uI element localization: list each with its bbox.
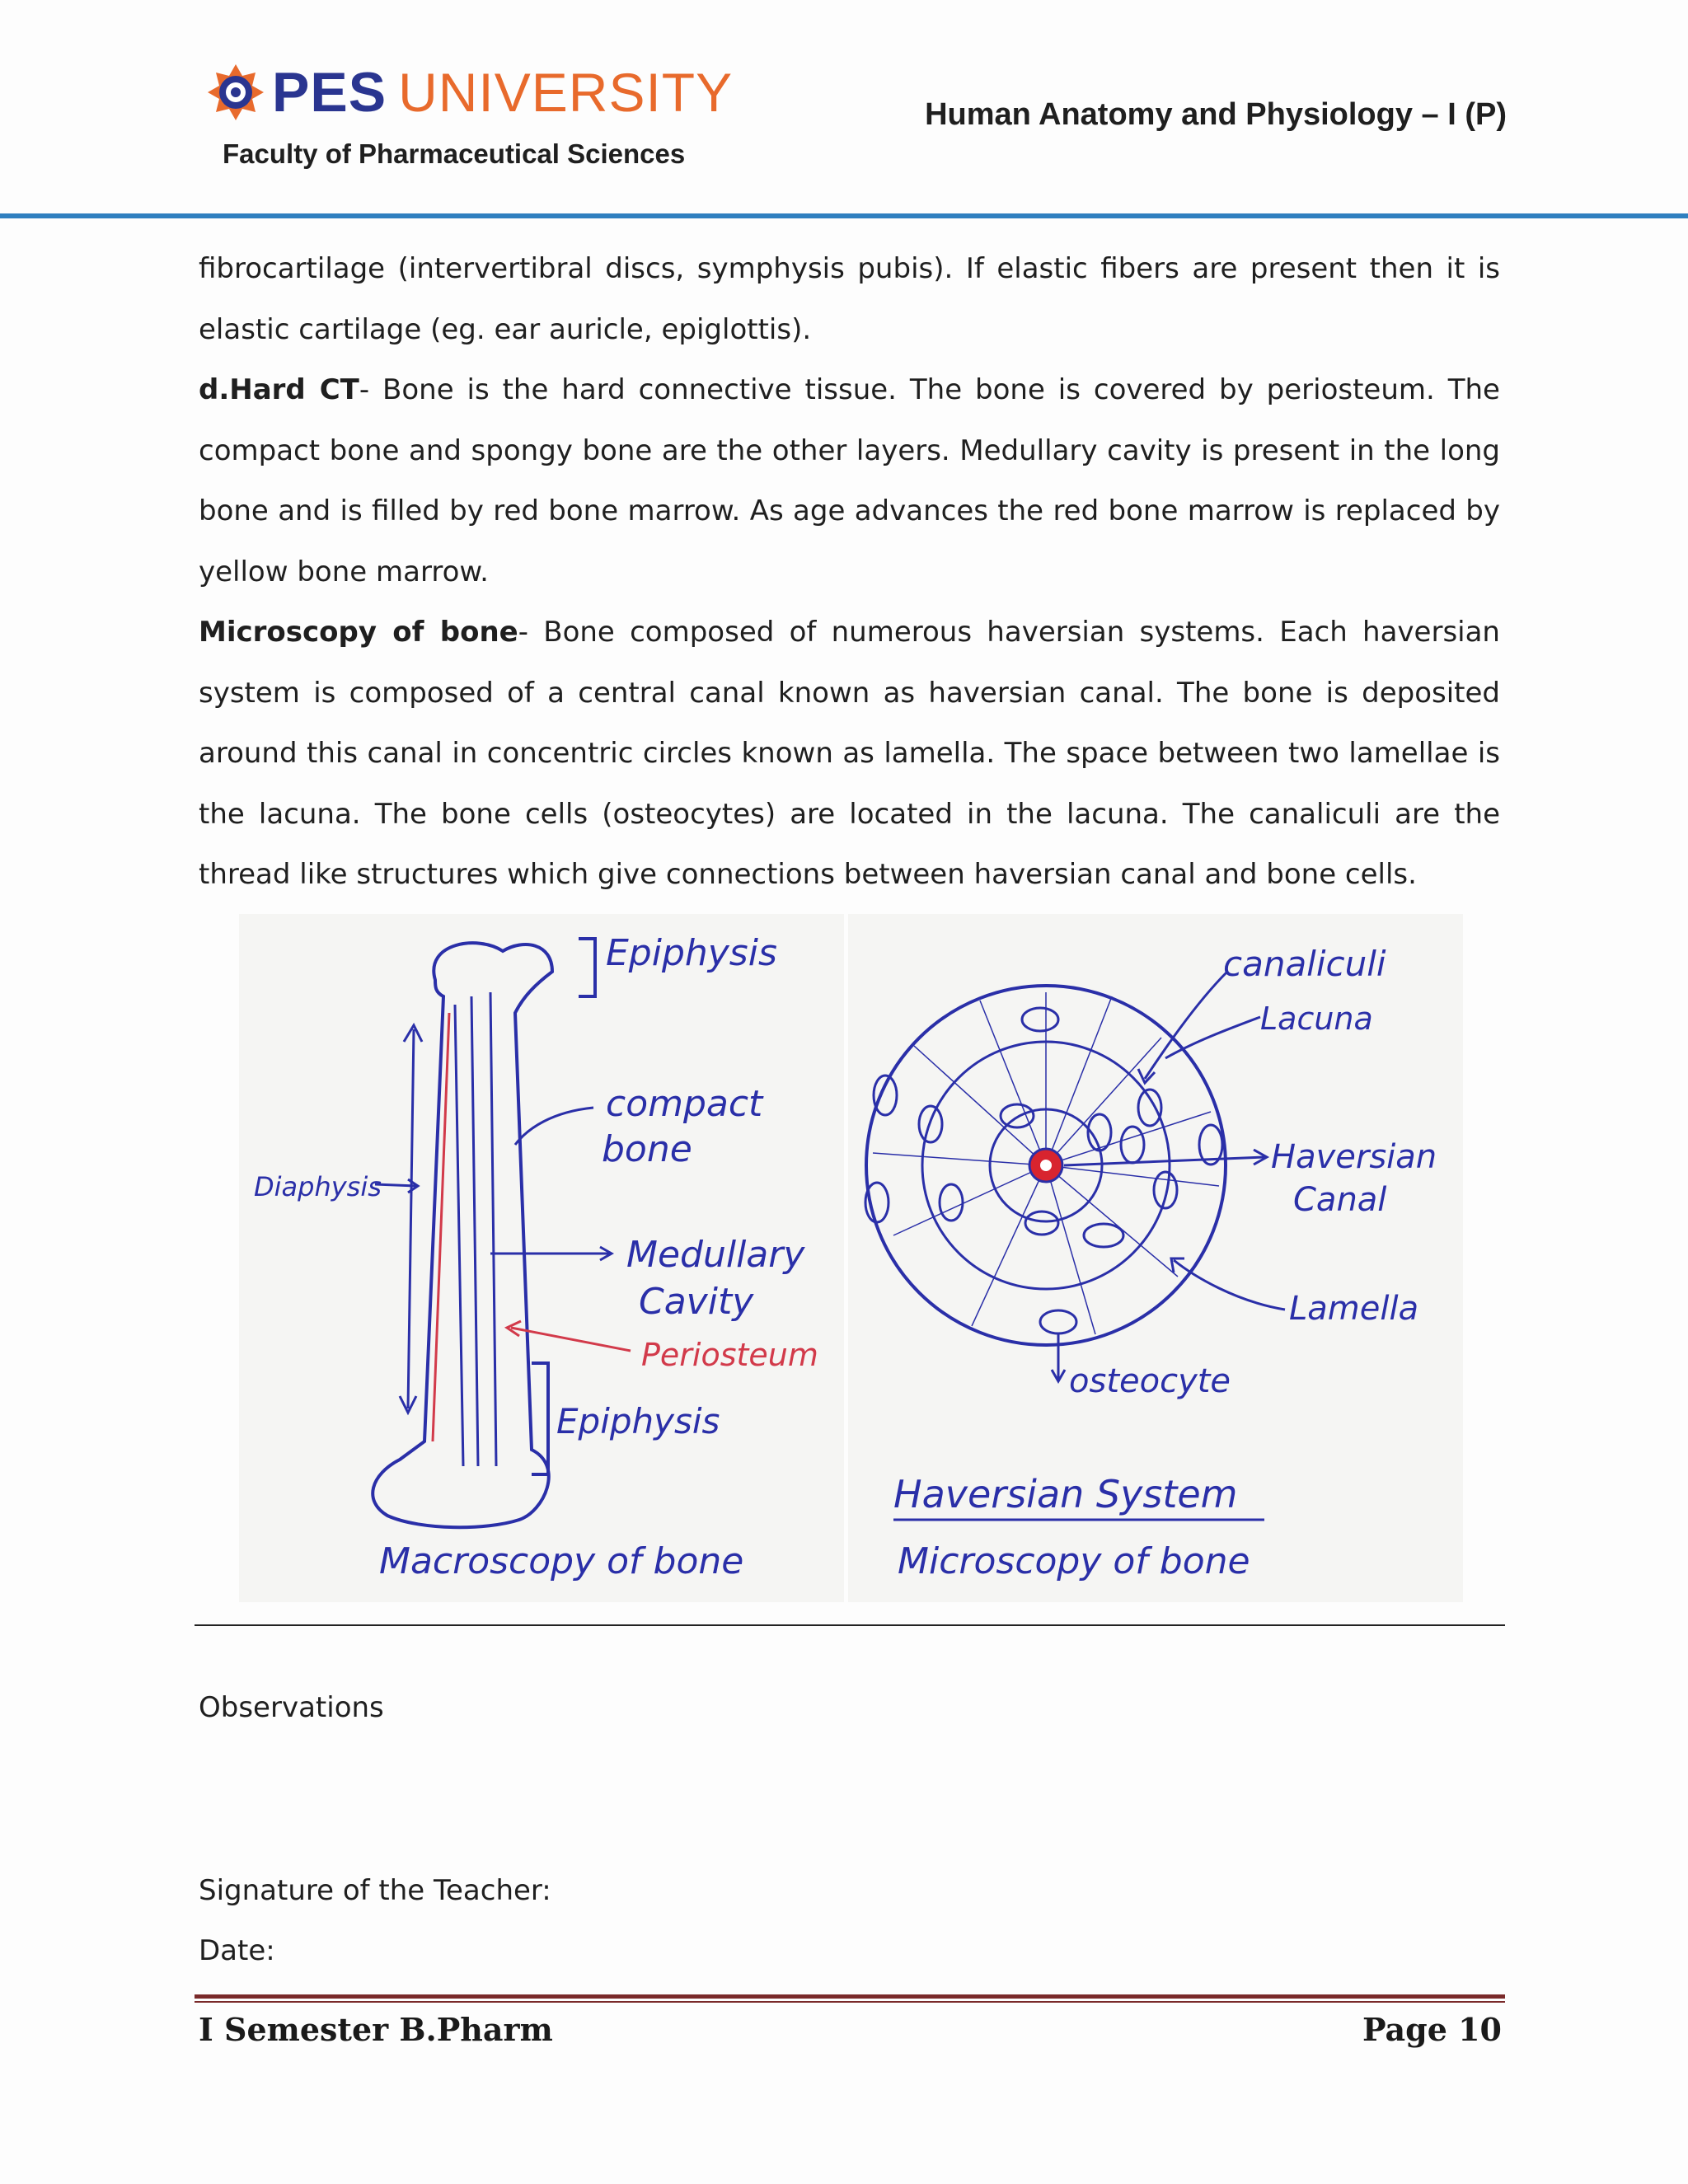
label-haversian-2: Canal	[1293, 1181, 1387, 1219]
microscopy-body: - Bone composed of numerous haversian systems. Each haversian system is composed of a central canal known as haversian canal. The bone is deposited around this canal in concentric circles known as lamella. The space between two lamellae is the lacuna. The bone cells (osteocytes) are located in the lacuna. The canaliculi are the thread like structures which give connections between haversian canal and bone cells.	[199, 616, 1500, 891]
label-medullary-1: Medullary	[626, 1234, 805, 1276]
label-medullary-2: Cavity	[639, 1281, 754, 1323]
label-compact-2: bone	[602, 1128, 692, 1170]
footer-divider-thin	[195, 2001, 1505, 2003]
label-haversian-1: Haversian	[1271, 1138, 1437, 1176]
body-text	[199, 239, 1500, 906]
microscopy-panel	[848, 914, 1463, 1602]
page-header	[0, 0, 1688, 221]
bone-figure	[239, 914, 1463, 1602]
hard-ct-heading: d.Hard CT	[199, 373, 359, 406]
caption-macroscopy: Macroscopy of bone	[379, 1540, 744, 1582]
title-haversian-system: Haversian System	[893, 1472, 1238, 1516]
haversian-system-drawing	[848, 914, 1463, 1602]
observations-label: Observations	[199, 1691, 384, 1724]
label-epiphysis-top: Epiphysis	[606, 932, 777, 974]
label-diaphysis: Diaphysis	[254, 1171, 382, 1202]
header-divider	[0, 213, 1688, 218]
university-emblem-icon	[206, 63, 265, 122]
paragraph-microscopy	[199, 602, 1500, 906]
footer-semester: I Semester B.Pharm	[199, 2011, 553, 2048]
microscopy-heading: Microscopy of bone	[199, 616, 518, 649]
macroscopy-panel	[239, 914, 844, 1602]
university-logo	[206, 63, 734, 178]
faculty-name: Faculty of Pharmaceutical Sciences	[223, 138, 686, 169]
label-canaliculi: canaliculi	[1223, 944, 1386, 984]
footer-divider-thick	[195, 1994, 1505, 1999]
brand-pes: PES	[272, 61, 387, 124]
paragraph-hard-ct	[199, 360, 1500, 602]
label-lacuna: Lacuna	[1260, 1001, 1373, 1037]
long-bone-drawing	[239, 914, 844, 1602]
brand-university: UNIVERSITY	[398, 62, 734, 123]
label-lamella: Lamella	[1289, 1290, 1419, 1328]
footer-page-number: Page 10	[1362, 2011, 1502, 2048]
caption-microscopy: Microscopy of bone	[898, 1540, 1250, 1582]
label-epiphysis-bottom: Epiphysis	[556, 1401, 720, 1441]
figure-divider	[195, 1624, 1505, 1626]
label-osteocyte: osteocyte	[1069, 1362, 1231, 1400]
label-periosteum: Periosteum	[641, 1337, 818, 1373]
label-compact-1: compact	[606, 1083, 763, 1125]
paragraph-cartilage: fibrocartilage (intervertibral discs, symphysis pubis). If elastic fibers are present then it is elastic cartilage (eg. ear auricle, epiglottis).	[199, 252, 1500, 346]
signature-label: Signature of the Teacher:	[199, 1874, 551, 1907]
course-title: Human Anatomy and Physiology – I (P)	[925, 97, 1507, 132]
date-label: Date:	[199, 1934, 275, 1967]
hard-ct-body: - Bone is the hard connective tissue. The bone is covered by periosteum. The compact bone and spongy bone are the other layers. Medullary cavity is present in the long bone and is filled by red bone marrow. As age advances the red bone marrow is replaced by yellow bone marrow.	[199, 373, 1500, 588]
